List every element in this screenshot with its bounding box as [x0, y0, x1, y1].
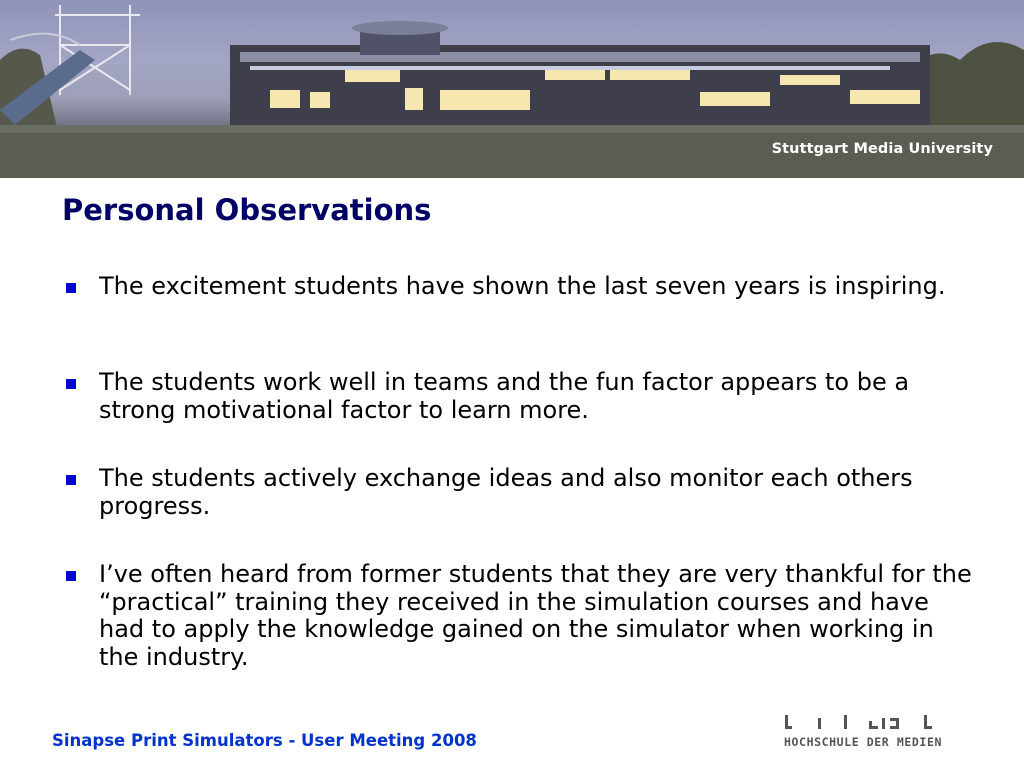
bullet-text: The excitement students have shown the last seven years is inspiring. [99, 272, 946, 300]
bullet-text: I’ve often heard from former students that they are very thankful for the “practical” training they received in the simulation courses and have had to apply the knowledge gained on the simulator when working in the industry. [99, 560, 972, 671]
square-bullet-icon [66, 379, 76, 389]
bullet-text: The students actively exchange ideas and also monitor each others progress. [99, 464, 913, 520]
bullet-text: The students work well in teams and the fun factor appears to be a strong motivational factor to learn more. [99, 368, 910, 424]
hdm-logo [784, 713, 970, 751]
slide-title: Personal Observations [62, 193, 432, 227]
square-bullet-icon [66, 475, 76, 485]
square-bullet-icon [66, 571, 76, 581]
hdm-logo-wordmark: HOCHSCHULE DER MEDIEN [784, 735, 942, 749]
header-banner [0, 0, 1024, 178]
footer-event-title: Sinapse Print Simulators - User Meeting 2008 [52, 731, 477, 750]
hdm-logo-marks-icon [784, 713, 970, 733]
university-name: Stuttgart Media University [771, 141, 993, 157]
square-bullet-icon [66, 283, 76, 293]
